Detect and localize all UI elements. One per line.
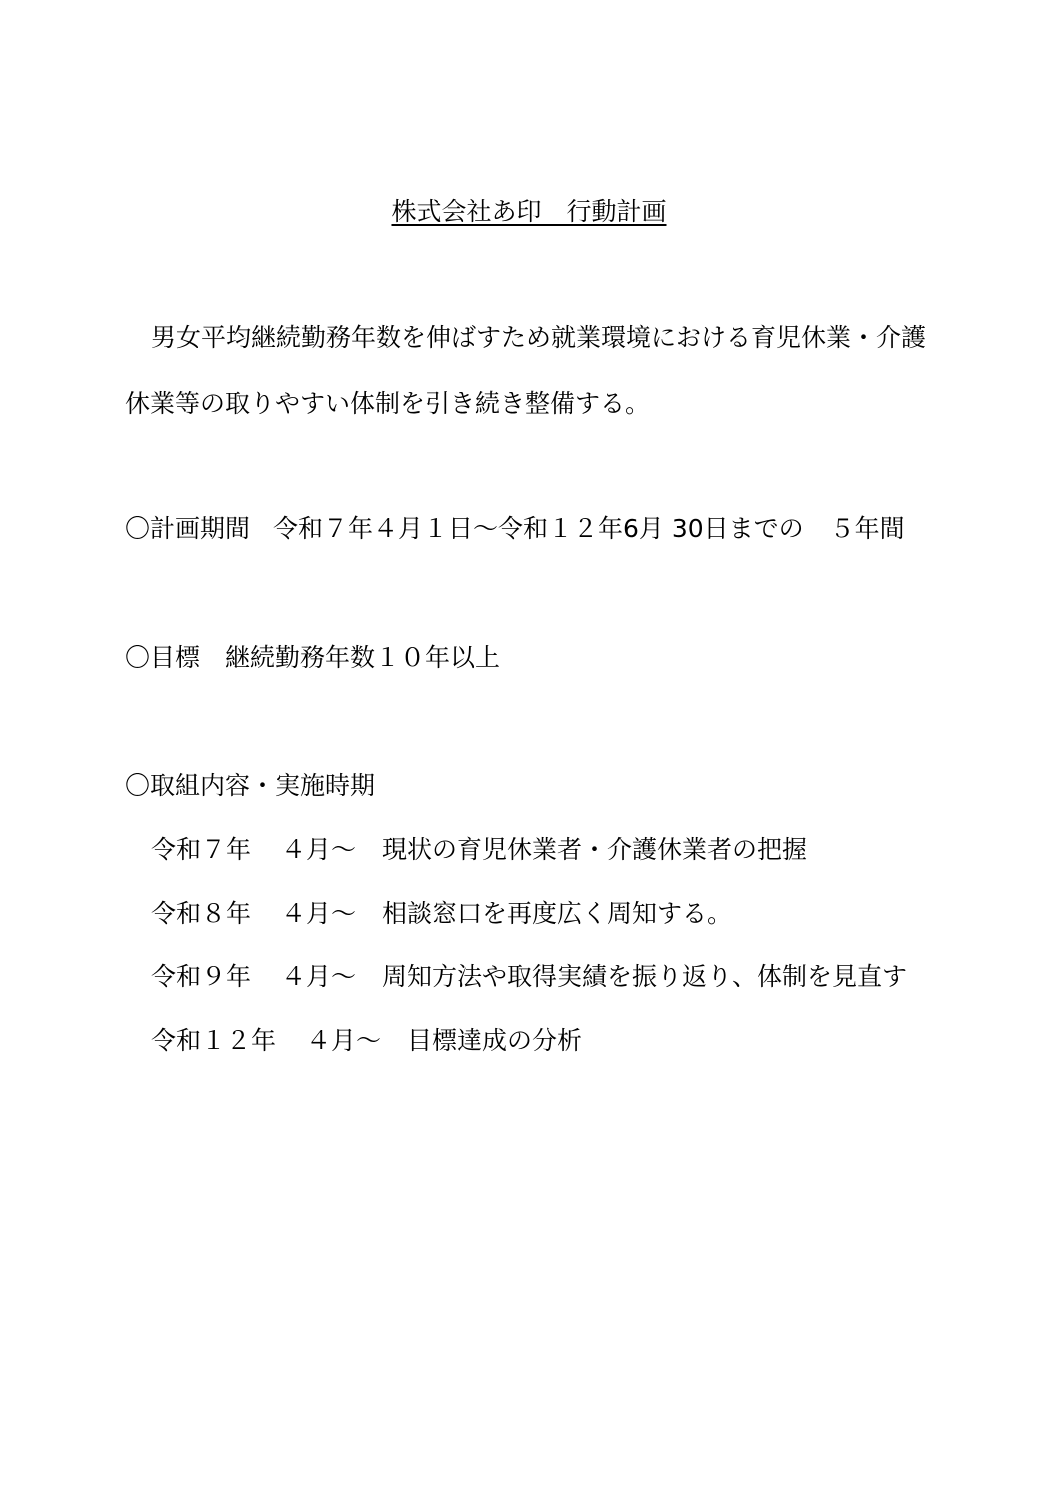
action-item xyxy=(151,961,907,993)
action-year: 令和７年 xyxy=(151,835,252,864)
action-item xyxy=(151,1025,582,1057)
actions-heading: 〇取組内容・実施時期 xyxy=(125,771,376,800)
goal-text: 継続勤務年数１０年以上 xyxy=(225,643,501,672)
document-title: 株式会社あ印 行動計画 xyxy=(391,197,667,226)
action-item xyxy=(151,834,807,866)
action-text: 相談窓口を再度広く周知する。 xyxy=(382,899,733,928)
action-year: 令和１２年 xyxy=(151,1026,277,1055)
action-month: ４月～ xyxy=(306,1026,382,1055)
goal xyxy=(125,642,500,674)
action-text: 周知方法や取得実績を振り返り、体制を見直す xyxy=(382,962,908,991)
plan-period-range: 令和７年４月１日～令和１２年6月 30日までの xyxy=(273,514,804,543)
action-month: ４月～ xyxy=(281,962,357,991)
plan-period-label: 〇計画期間 xyxy=(125,514,251,543)
plan-period-duration: ５年間 xyxy=(829,514,905,543)
action-year: 令和８年 xyxy=(151,899,252,928)
action-item xyxy=(151,898,732,930)
action-text: 現状の育児休業者・介護休業者の把握 xyxy=(382,835,808,864)
intro-line-1: 男女平均継続勤務年数を伸ばすため就業環境における育児休業・介護 xyxy=(151,323,927,352)
action-text: 目標達成の分析 xyxy=(407,1026,583,1055)
goal-label: 〇目標 xyxy=(125,643,201,672)
intro-line-2: 休業等の取りやすい体制を引き続き整備する。 xyxy=(125,389,651,418)
plan-period xyxy=(125,513,905,545)
action-month: ４月～ xyxy=(281,899,357,928)
action-month: ４月～ xyxy=(281,835,357,864)
action-year: 令和９年 xyxy=(151,962,252,991)
